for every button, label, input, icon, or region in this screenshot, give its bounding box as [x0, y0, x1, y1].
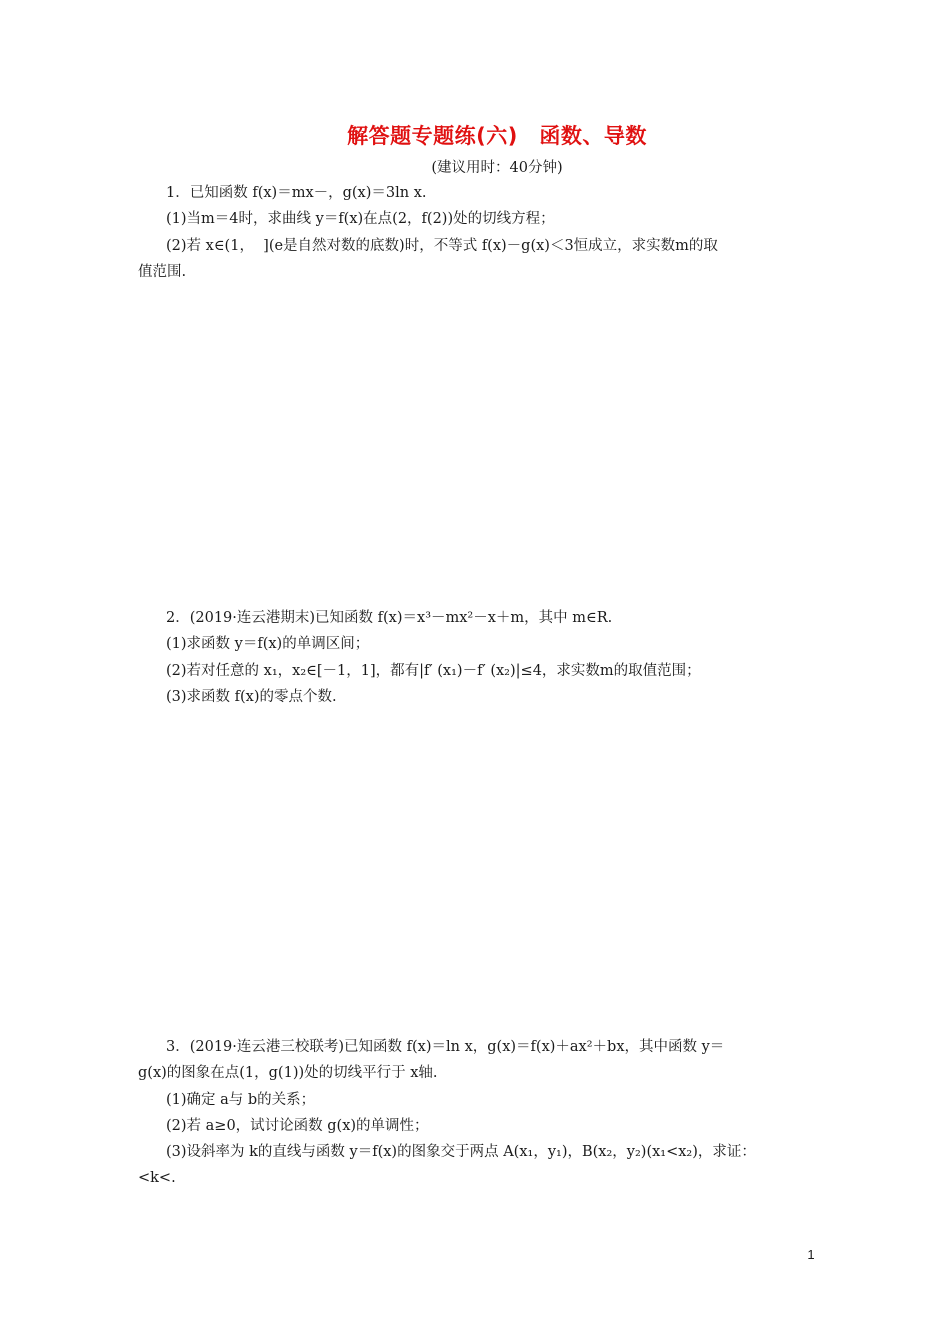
- problem-1-part-1: (1)当m＝4时，求曲线 y＝f(x)在点(2，f(2))处的切线方程；: [166, 211, 555, 228]
- problem-3-part-3: (3)设斜率为 k的直线与函数 y＝f(x)的图象交于两点 A(x₁，y₁)，B(x₂，y₂)(x₁<x₂)，求证：: [166, 1144, 756, 1161]
- problem-3-part-3-continued: <k<.: [138, 1170, 176, 1187]
- problem-3-part-1: (1)确定 a与 b的关系；: [166, 1091, 316, 1108]
- problem-1: [138, 180, 818, 285]
- problem-3-part-2: (2)若 a≥0，试讨论函数 g(x)的单调性；: [166, 1117, 429, 1134]
- page-subtitle: (建议用时：40分钟): [431, 160, 563, 176]
- problem-1-part-2-continued: 值范围.: [138, 263, 187, 280]
- problem-2-part-1: (1)求函数 y＝f(x)的单调区间；: [166, 636, 370, 653]
- page-title: 解答题专题练(六) 函数、导数: [347, 124, 647, 148]
- problem-3: [138, 1034, 818, 1192]
- page-number: 1: [807, 1247, 815, 1262]
- problem-2: [138, 605, 818, 710]
- problem-3-statement-continued: g(x)的图象在点(1，g(1))处的切线平行于 x轴.: [138, 1065, 438, 1082]
- problem-2-statement: 2．(2019·连云港期末)已知函数 f(x)＝x³－mx²－x＋m，其中 m∈R.: [166, 610, 613, 626]
- problem-1-statement: 1．已知函数 f(x)＝mx－，g(x)＝3ln x.: [166, 185, 427, 201]
- problem-3-statement: 3．(2019·连云港三校联考)已知函数 f(x)＝ln x，g(x)＝f(x)＋ax²＋bx，其中函数 y＝: [166, 1039, 725, 1055]
- problem-2-part-3: (3)求函数 f(x)的零点个数.: [166, 688, 337, 705]
- problem-2-part-2: (2)若对任意的 x₁，x₂∈[－1，1]，都有|f′ (x₁)－f′ (x₂)|≤4，求实数m的取值范围；: [166, 662, 701, 679]
- problem-1-part-2: (2)若 x∈(1， ](e是自然对数的底数)时，不等式 f(x)－g(x)＜3恒成立，求实数m的取: [166, 237, 718, 254]
